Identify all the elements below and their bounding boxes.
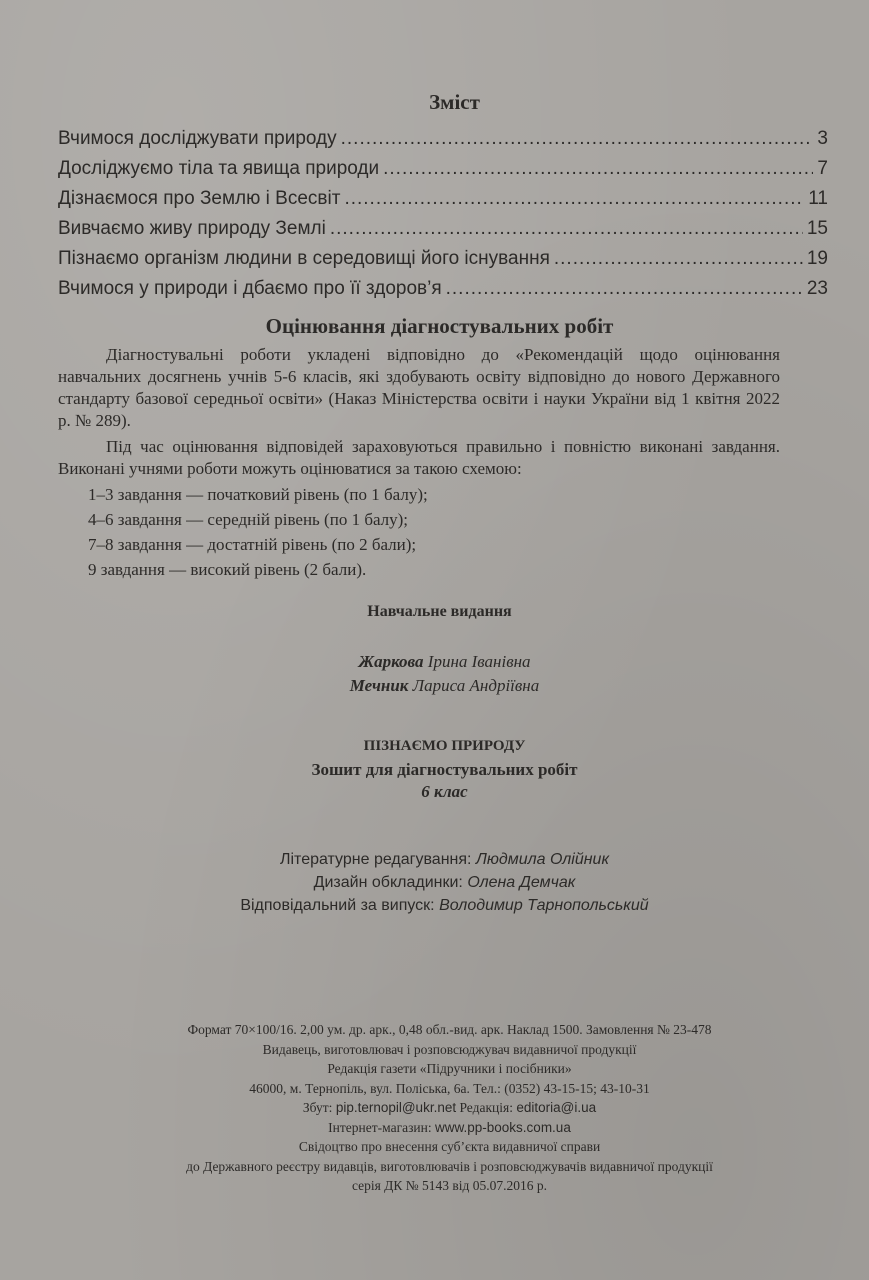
edition-type: Навчальне видання [367,603,512,620]
toc-entry-page: 23 [806,278,828,299]
toc-entry [58,184,828,214]
author-name: Лариса Андріївна [412,676,540,695]
author [0,652,869,672]
assessment-paragraph: Діагностувальні роботи укладені відповідно до «Рекомендацій щодо оцінювання навчальних досягнень учнів 5-6 класів, які здобувають освіту відповідно до нового Державного стандарту базової середньої освіти» (Наказ Міністерства освіти і науки України від 1 квітня 2022 р. № 289). [58,345,780,430]
imprint-line: Видавець, виготовлювач і розповсюджувач видавничої продукції [262,1041,637,1057]
imprint-block [0,1020,869,1196]
credit-name: Олена Демчак [467,874,576,891]
sales-label: Збут: [302,1100,333,1115]
imprint-line: Формат 70×100/16. 2,00 ум. др. арк., 0,48 обл.-вид. арк. Наклад 1500. Замовлення № 23-478 [187,1022,712,1037]
toc-entry-title: Вчимося досліджувати природу [58,128,337,149]
toc-entry [58,274,828,304]
imprint-line: 46000, м. Тернопіль, вул. Поліська, 6а. Тел.: (0352) 43-15-15; 43-10-31 [249,1080,650,1096]
shop-label: Інтернет-магазин: [328,1119,432,1135]
book-subtitle: Зошит для діагностувальних робіт [311,760,578,779]
assessment-levels [88,482,428,582]
book-grade: 6 клас [421,782,468,801]
assessment-paragraph: Під час оцінювання відповідей зараховуються правильно і повністю виконані завдання. Виконані учнями роботи можуть оцінюватися за такою схемою: [58,437,780,478]
toc-entry [58,214,828,244]
toc-entry-page: 3 [817,128,828,149]
imprint-line: Редакція газети «Підручники і посібники» [327,1061,572,1076]
imprint-line: до Державного реєстру видавців, виготовлювачів і розповсюджувачів видавничої продукції [186,1158,713,1174]
credit-name: Володимир Тарнопольський [439,897,649,914]
toc-entry [58,124,828,154]
author-surname: Жаркова [358,652,424,671]
toc-entry [58,244,828,274]
credit-line [0,897,869,915]
book-series: ПІЗНАЄМО ПРИРОДУ [363,738,526,754]
credit-name: Людмила Олійник [475,851,609,868]
level-item: 7–8 завдання — достатній рівень (по 2 бали); [88,535,417,554]
toc-entry-title: Дізнаємося про Землю і Всесвіт [58,188,341,209]
toc-leader-dots [330,214,803,244]
imprint-shop [30,1118,869,1138]
level-item: 4–6 завдання — середній рівень (по 1 балу); [88,510,409,529]
toc-entry-page: 15 [806,218,828,239]
toc-leader-dots [341,124,814,154]
assessment-title: Оцінювання діагностувальних робіт [265,314,614,338]
author-name: Ірина Іванівна [427,652,531,671]
toc-leader-dots [344,184,804,214]
toc-leader-dots [446,274,803,304]
toc-entry-title: Вчимося у природи і дбаємо про її здоров’я [58,278,442,299]
author [0,676,869,696]
credit-role: Літературне редагування: [280,851,472,868]
toc-entry-page: 7 [817,158,828,179]
level-item: 9 завдання — високий рівень (2 бали). [88,560,367,579]
editorial-email: editoria@i.ua [516,1100,597,1115]
editorial-label: Редакція: [459,1100,513,1115]
credit-line [0,874,869,892]
shop-url: www.pp-books.com.ua [435,1119,571,1135]
credit-line [0,851,869,869]
author-surname: Мечник [349,676,409,695]
level-item: 1–3 завдання — початковий рівень (по 1 балу); [88,485,428,504]
toc-title: Зміст [429,90,480,114]
imprint-line: серія ДК № 5143 від 05.07.2016 р. [351,1178,548,1193]
table-of-contents [58,124,828,304]
toc-entry-title: Досліджуємо тіла та явища природи [58,158,380,179]
credit-role: Дизайн обкладинки: [313,874,463,891]
sales-email: pip.ternopil@ukr.net [335,1100,457,1115]
toc-entry-page: 19 [806,248,828,269]
imprint-contacts [30,1098,869,1118]
credit-role: Відповідальний за випуск: [240,897,435,914]
toc-leader-dots [383,154,813,184]
toc-entry-page: 11 [808,188,828,209]
toc-entry [58,154,828,184]
imprint-line: Свідоцтво про внесення суб’єкта видавничої справи [298,1139,601,1154]
toc-leader-dots [554,244,803,274]
toc-entry-title: Пізнаємо організм людини в середовищі його існування [58,248,550,269]
toc-entry-title: Вивчаємо живу природу Землі [58,218,326,239]
